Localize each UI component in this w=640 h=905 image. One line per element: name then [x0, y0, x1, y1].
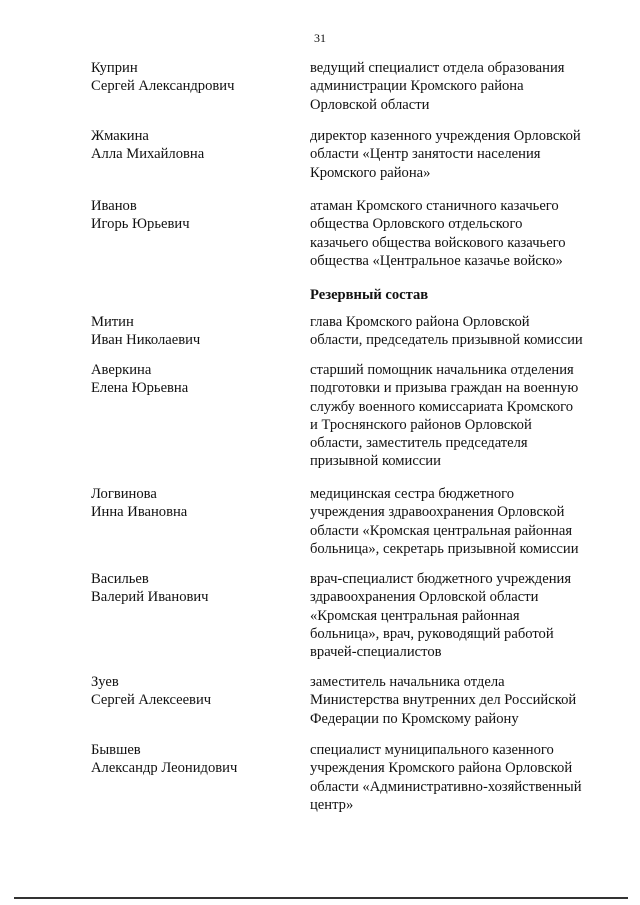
- member-name: [91, 741, 301, 778]
- member-name: [91, 313, 301, 350]
- position-line: учреждения здравоохранения Орловской: [310, 504, 565, 521]
- position-line: призывной комиссии: [310, 453, 441, 470]
- member-name: [91, 59, 301, 96]
- position-line: Министерства внутренних дел Российской: [310, 692, 577, 709]
- position-line: глава Кромского района Орловской: [310, 314, 530, 330]
- given-names: Сергей Александрович: [91, 78, 235, 95]
- member-position: [310, 485, 605, 558]
- given-names: Александр Леонидович: [91, 760, 238, 777]
- position-line: области «Кромская центральная районная: [310, 522, 573, 539]
- given-names: Игорь Юрьевич: [91, 216, 190, 233]
- member-name: [91, 361, 301, 398]
- position-line: казачьего общества войскового казачьего: [310, 234, 566, 251]
- position-line: атаман Кромского станичного казачьего: [310, 198, 559, 214]
- member-name: [91, 127, 301, 164]
- given-names: Валерий Иванович: [91, 589, 209, 606]
- surname: Бывшев: [91, 742, 141, 758]
- position-line: области «Административно-хозяйственный: [310, 778, 582, 795]
- member-position: [310, 741, 605, 814]
- position-line: больница», секретарь призывной комиссии: [310, 540, 579, 557]
- member-position: [310, 570, 605, 661]
- position-line: службу военного комиссариата Кромского: [310, 398, 574, 415]
- position-line: подготовки и призыва граждан на военную: [310, 380, 579, 397]
- section-title: Резервный состав: [310, 287, 429, 303]
- position-line: медицинская сестра бюджетного: [310, 486, 515, 502]
- position-line: области, председатель призывной комиссии: [310, 332, 583, 349]
- position-line: специалист муниципального казенного: [310, 742, 554, 758]
- position-line: учреждения Кромского района Орловской: [310, 760, 573, 777]
- surname: Васильев: [91, 571, 149, 587]
- position-line: общества «Центральное казачье войско»: [310, 252, 563, 269]
- page-bottom-rule: [14, 897, 628, 899]
- surname: Логвинова: [91, 486, 157, 502]
- surname: Жмакина: [91, 128, 149, 144]
- member-name: [91, 485, 301, 522]
- surname: Митин: [91, 314, 134, 330]
- position-line: центр»: [310, 796, 354, 813]
- position-line: ведущий специалист отдела образования: [310, 60, 565, 76]
- position-line: Федерации по Кромскому району: [310, 710, 519, 727]
- position-line: Орловской области: [310, 96, 430, 113]
- position-line: области «Центр занятости населения: [310, 146, 541, 163]
- position-line: «Кромская центральная районная: [310, 607, 520, 624]
- position-line: директор казенного учреждения Орловской: [310, 128, 581, 144]
- given-names: Сергей Алексеевич: [91, 692, 212, 709]
- member-name: [91, 673, 301, 710]
- given-names: Алла Михайловна: [91, 146, 205, 163]
- position-line: области, заместитель председателя: [310, 435, 528, 452]
- position-line: врач-специалист бюджетного учреждения: [310, 571, 572, 587]
- position-line: больница», врач, руководящий работой: [310, 625, 554, 642]
- member-position: [310, 127, 605, 182]
- surname: Зуев: [91, 674, 119, 690]
- surname: Иванов: [91, 198, 137, 214]
- member-position: [310, 673, 605, 728]
- position-line: заместитель начальника отдела: [310, 674, 505, 690]
- member-position: [310, 361, 605, 471]
- surname: Аверкина: [91, 362, 152, 378]
- given-names: Елена Юрьевна: [91, 380, 189, 397]
- member-position: [310, 197, 605, 270]
- page-number: 31: [314, 31, 326, 45]
- position-line: администрации Кромского района: [310, 78, 524, 95]
- member-name: [91, 197, 301, 234]
- position-line: врачей-специалистов: [310, 644, 442, 661]
- position-line: общества Орловского отдельского: [310, 216, 523, 233]
- position-line: старший помощник начальника отделения: [310, 362, 574, 378]
- member-name: [91, 570, 301, 607]
- position-line: здравоохранения Орловской области: [310, 589, 539, 606]
- surname: Куприн: [91, 60, 138, 76]
- member-position: [310, 313, 605, 350]
- member-position: [310, 59, 605, 114]
- given-names: Иван Николаевич: [91, 332, 201, 349]
- given-names: Инна Ивановна: [91, 504, 188, 521]
- position-line: и Троснянского районов Орловской: [310, 416, 532, 433]
- position-line: Кромского района»: [310, 164, 431, 181]
